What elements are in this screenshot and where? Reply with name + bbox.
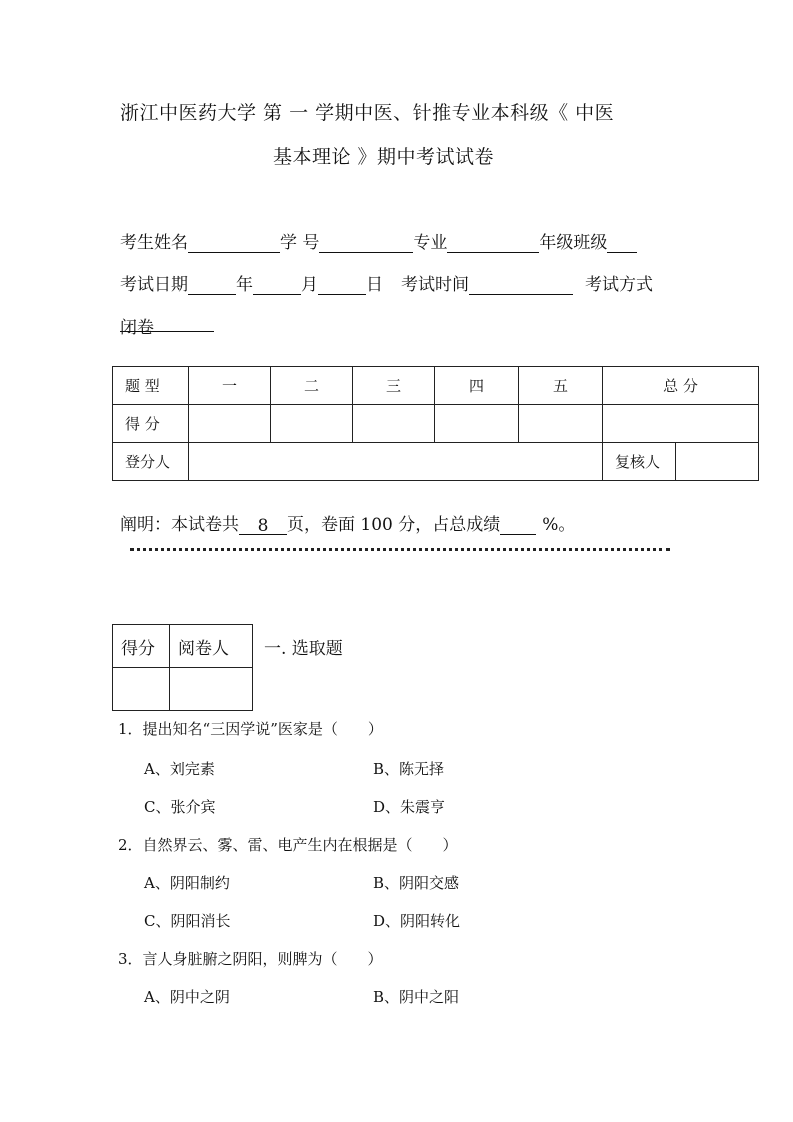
section-header: 五	[519, 367, 603, 405]
score-table	[112, 366, 759, 481]
grader-sign-cell[interactable]	[170, 668, 253, 711]
score-table-signature-row	[113, 443, 759, 481]
major-blank[interactable]	[447, 234, 539, 253]
day-blank[interactable]	[318, 276, 366, 295]
registrar-label: 登分人	[113, 443, 189, 481]
grader-score-cell[interactable]	[113, 668, 170, 711]
grade-blank[interactable]	[607, 234, 637, 253]
method-value: 闭卷	[120, 313, 214, 332]
date-label: 考试日期	[120, 275, 188, 295]
option-a[interactable]: A、阴阳制约	[144, 874, 230, 892]
section-header: 二	[271, 367, 353, 405]
year-blank[interactable]	[188, 276, 236, 295]
student-info-line2	[120, 270, 653, 295]
total-header: 总 分	[603, 367, 759, 405]
year-label: 年	[236, 275, 253, 295]
exam-title-line1: 浙江中医药大学 第 一 学期中医、针推专业本科级《 中医	[120, 102, 615, 124]
time-blank[interactable]	[469, 276, 573, 295]
id-label: 学 号	[280, 233, 320, 253]
notice-pages: 8	[239, 516, 287, 535]
score-table-score-row	[113, 405, 759, 443]
score-cell[interactable]	[519, 405, 603, 443]
score-cell[interactable]	[189, 405, 271, 443]
reviewer-cell[interactable]	[676, 443, 759, 481]
grade-label: 年级班级	[539, 233, 608, 253]
option-d[interactable]: D、阴阳转化	[373, 912, 461, 930]
section-header: 三	[353, 367, 435, 405]
option-b[interactable]: B、阴阳交感	[373, 874, 460, 892]
question-stem: 1．提出知名“三因学说”医家是（ ）	[118, 720, 383, 738]
score-label: 得 分	[113, 405, 189, 443]
option-b[interactable]: B、陈无择	[373, 760, 445, 778]
option-c[interactable]: C、张介宾	[144, 798, 216, 816]
major-label: 专业	[413, 233, 448, 253]
grader-label: 阅卷人	[170, 625, 253, 668]
id-blank[interactable]	[319, 234, 413, 253]
section-header: 一	[189, 367, 271, 405]
method-label: 考试方式	[585, 275, 653, 295]
name-blank[interactable]	[188, 234, 280, 253]
day-label: 日	[366, 275, 383, 295]
section-title: 一. 选取题	[264, 639, 343, 659]
question-stem: 3．言人身脏腑之阴阳，则脾为（ ）	[118, 950, 383, 968]
score-cell[interactable]	[435, 405, 519, 443]
option-a[interactable]: A、刘完素	[144, 760, 215, 778]
section-header: 四	[435, 367, 519, 405]
grader-score-label: 得分	[113, 625, 170, 668]
option-a[interactable]: A、阴中之阴	[144, 988, 230, 1006]
notice-suffix: %。	[542, 515, 576, 535]
type-label: 题 型	[113, 367, 189, 405]
month-label: 月	[301, 275, 318, 295]
score-cell[interactable]	[271, 405, 353, 443]
question-stem: 2．自然界云、雾、雷、电产生内在根据是（ ）	[118, 836, 458, 854]
student-info-line1	[120, 228, 637, 253]
registrar-cell[interactable]	[189, 443, 603, 481]
option-d[interactable]: D、朱震亨	[373, 798, 446, 816]
grader-table	[112, 624, 253, 711]
notice-prefix: 阐明：本试卷共	[120, 515, 239, 535]
exam-title-line2: 基本理论 》期中考试试卷	[273, 146, 495, 168]
reviewer-label: 复核人	[603, 443, 676, 481]
exam-notice	[120, 510, 575, 535]
option-c[interactable]: C、阴阳消长	[144, 912, 231, 930]
percent-blank[interactable]	[500, 516, 536, 535]
score-cell[interactable]	[353, 405, 435, 443]
time-label: 考试时间	[401, 275, 469, 295]
total-score-cell[interactable]	[603, 405, 759, 443]
notice-middle: 页，卷面 100 分，占总成绩	[287, 515, 501, 535]
month-blank[interactable]	[253, 276, 301, 295]
score-table-header-row	[113, 367, 759, 405]
dotted-separator	[130, 548, 670, 551]
option-b[interactable]: B、阴中之阳	[373, 988, 460, 1006]
student-info-line3	[120, 312, 214, 338]
name-label: 考生姓名	[120, 233, 188, 253]
